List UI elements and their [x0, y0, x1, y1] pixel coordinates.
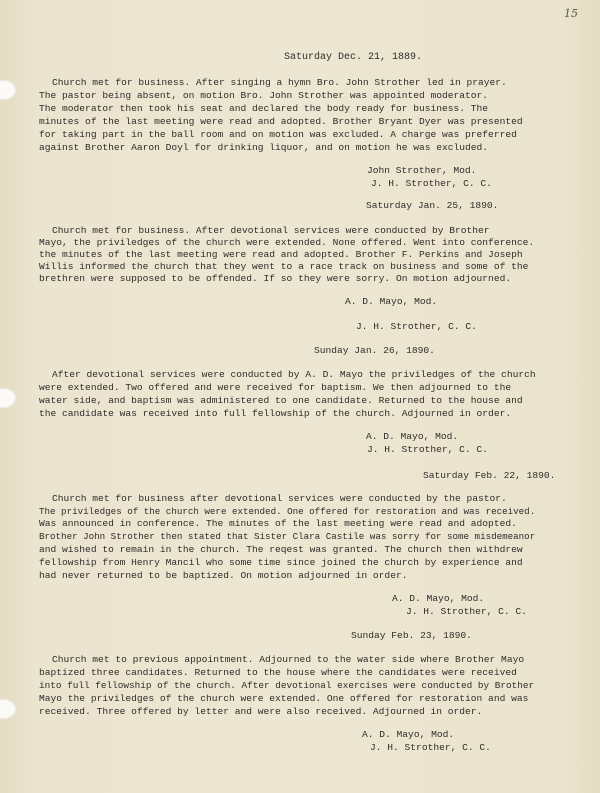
entry-date: Saturday Feb. 22, 1890. — [423, 470, 556, 481]
entry-line: and wished to remain in the church. The reqest was granted. The church then withdrew — [39, 544, 523, 555]
entry-line: Church met for business. After devotional services were conducted by Brother — [52, 225, 490, 236]
entry-line: received. Three offered by letter and were also received. Adjourned in order. — [39, 706, 483, 717]
punch-hole-3 — [0, 699, 17, 719]
entry-line: water side, and baptism was administered to one candidate. Returned to the house and — [39, 395, 523, 406]
entry-line: The pastor being absent, on motion Bro. John Strother was appointed moderator. — [39, 90, 489, 101]
moderator-signature: A. D. Mayo, Mod. — [366, 431, 459, 442]
entry-line: Willis informed the church that they went to a race track on business and some of the — [39, 261, 529, 272]
entry-date: Saturday Jan. 25, 1890. — [366, 200, 499, 211]
entry-line: Brother John Strother then stated that Sister Clara Castile was sorry for some misdemeanor — [39, 531, 536, 542]
entry-line: Mayo, the priviledges of the church were extended. None offered. Went into conference. — [39, 237, 535, 248]
entry-date: Sunday Feb. 23, 1890. — [351, 630, 472, 641]
entry-line: Church met to previous appointment. Adjourned to the water side where Brother Mayo — [52, 654, 525, 665]
entry-line: into full fellowship of the church. After devotional exercises were conducted by Brother — [39, 680, 535, 691]
clerk-signature: J. H. Strother, C. C. — [371, 178, 492, 189]
entry-line: the minutes of the last meeting were read and adopted. Brother F. Perkins and Joseph — [39, 249, 523, 260]
clerk-signature: J. H. Strother, C. C. — [356, 321, 477, 332]
entry-line: brethren were supposed to be offended. If so they were sorry. On motion adjourned. — [39, 273, 512, 284]
entry-line: Was announced in conference. The minutes of the last meeting were read and adopted. — [39, 518, 517, 529]
entry-line: against Brother Aaron Doyl for drinking liquor, and on motion he was excluded. — [39, 142, 489, 153]
entry-line: The moderator then took his seat and declared the body ready for business. The — [39, 103, 489, 114]
entry-line: Church met for business. After singing a hymn Bro. John Strother led in prayer. — [52, 77, 507, 88]
moderator-signature: A. D. Mayo, Mod. — [362, 729, 455, 740]
entry-line: Church met for business after devotional services were conducted by the pastor. — [52, 493, 507, 504]
moderator-signature: A. D. Mayo, Mod. — [345, 296, 438, 307]
entry-line: for taking part in the ball room and on motion was excluded. A charge was preferred — [39, 129, 517, 140]
entry-line: After devotional services were conducted by A. D. Mayo the priviledges of the church — [52, 369, 536, 380]
punch-hole-1 — [0, 80, 17, 100]
entry-line: Mayo the priviledges of the church were extended. One offered for restoration and was — [39, 693, 529, 704]
moderator-signature: A. D. Mayo, Mod. — [392, 593, 485, 604]
clerk-signature: J. H. Strother, C. C. — [406, 606, 527, 617]
entry-line: baptized three candidates. Returned to the house where the candidates were received — [39, 667, 517, 678]
moderator-signature: John Strother, Mod. — [367, 165, 477, 176]
entry-line: the candidate was received into full fellowship of the church. Adjourned in order. — [39, 408, 512, 419]
page-number: 15 — [564, 7, 578, 20]
entry-date: Saturday Dec. 21, 1889. — [284, 52, 423, 63]
entry-line: had never returned to be baptized. On motion adjourned in order. — [39, 570, 408, 581]
entry-line: were extended. Two offered and were received for baptism. We then adjourned to the — [39, 382, 512, 393]
entry-line: The priviledges of the church were extended. One offered for restoration and was received. — [39, 506, 536, 517]
entry-date: Sunday Jan. 26, 1890. — [314, 345, 435, 356]
clerk-signature: J. H. Strother, C. C. — [370, 742, 491, 753]
entry-line: fellowship from Henry Mancil who some time since joined the church by experience and — [39, 557, 523, 568]
clerk-signature: J. H. Strother, C. C. — [367, 444, 488, 455]
entry-line: minutes of the last meeting were read and adopted. Brother Bryant Dyer was presented — [39, 116, 523, 127]
punch-hole-2 — [0, 388, 17, 408]
